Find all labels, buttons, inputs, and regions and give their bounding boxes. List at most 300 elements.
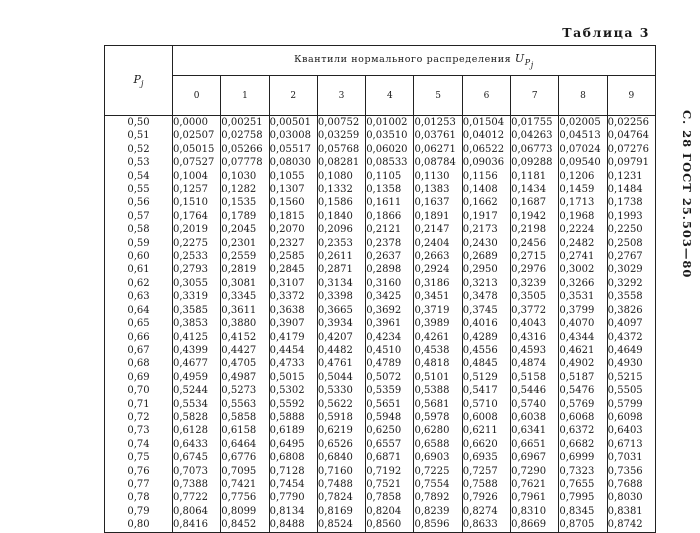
table-cell: 0,3799 <box>559 304 607 317</box>
row-header-subscript: j <box>140 79 144 89</box>
table-cell: 0,6903 <box>414 451 462 464</box>
table-cell: 0,6158 <box>221 424 269 437</box>
table-cell: 0,7388 <box>173 478 221 491</box>
column-header-7: 7 <box>511 76 559 116</box>
group-header <box>173 46 656 76</box>
table-cell: 0,4959 <box>173 371 221 384</box>
table-cell: 0,09540 <box>559 156 607 169</box>
table-cell: 0,7892 <box>414 491 462 504</box>
row-p-value: 0,76 <box>105 465 173 478</box>
table-cell: 0,00752 <box>317 116 365 130</box>
table-cell: 0,8742 <box>607 518 655 532</box>
row-p-value: 0,65 <box>105 317 173 330</box>
table-cell: 0,2096 <box>317 223 365 236</box>
table-cell: 0,7073 <box>173 465 221 478</box>
table-cell: 0,4845 <box>462 357 510 370</box>
table-cell: 0,5446 <box>511 384 559 397</box>
page-content <box>104 45 656 533</box>
row-p-value: 0,79 <box>105 505 173 518</box>
table-cell: 0,1383 <box>414 183 462 196</box>
table-cell: 0,6008 <box>462 411 510 424</box>
table-cell: 0,5948 <box>366 411 414 424</box>
table-cell: 0,1993 <box>607 210 655 223</box>
table-cell: 0,1866 <box>366 210 414 223</box>
row-p-value: 0,80 <box>105 518 173 532</box>
table-cell: 0,6211 <box>462 424 510 437</box>
table-cell: 0,06271 <box>414 143 462 156</box>
table-cell: 0,1004 <box>173 170 221 183</box>
table-cell: 0,1891 <box>414 210 462 223</box>
table-cell: 0,01253 <box>414 116 462 130</box>
table-cell: 0,3451 <box>414 290 462 303</box>
table-cell: 0,1181 <box>511 170 559 183</box>
table-cell: 0,5505 <box>607 384 655 397</box>
table-row <box>105 451 656 464</box>
column-header-2: 2 <box>269 76 317 116</box>
table-cell: 0,4789 <box>366 357 414 370</box>
table-cell: 0,4874 <box>511 357 559 370</box>
table-cell: 0,7756 <box>221 491 269 504</box>
table-cell: 0,4179 <box>269 331 317 344</box>
table-cell: 0,5710 <box>462 398 510 411</box>
row-p-value: 0,64 <box>105 304 173 317</box>
table-cell: 0,8134 <box>269 505 317 518</box>
column-header-0: 0 <box>173 76 221 116</box>
table-cell: 0,1637 <box>414 196 462 209</box>
table-cell: 0,3478 <box>462 290 510 303</box>
table-cell: 0,8596 <box>414 518 462 532</box>
table-cell: 0,3934 <box>317 317 365 330</box>
row-p-value: 0,77 <box>105 478 173 491</box>
table-cell: 0,0000 <box>173 116 221 130</box>
table-cell: 0,3425 <box>366 290 414 303</box>
table-cell: 0,2663 <box>414 250 462 263</box>
table-cell: 0,6219 <box>317 424 365 437</box>
table-cell: 0,1968 <box>559 210 607 223</box>
group-header-symbol: U <box>514 51 525 65</box>
row-p-value: 0,70 <box>105 384 173 397</box>
table-cell: 0,03761 <box>414 129 462 142</box>
table-cell: 0,02005 <box>559 116 607 130</box>
table-row <box>105 290 656 303</box>
table-row <box>105 183 656 196</box>
table-cell: 0,6098 <box>607 411 655 424</box>
table-cell: 0,4987 <box>221 371 269 384</box>
table-cell: 0,8030 <box>607 491 655 504</box>
table-cell: 0,4454 <box>269 344 317 357</box>
table-cell: 0,05015 <box>173 143 221 156</box>
table-cell: 0,7225 <box>414 465 462 478</box>
row-p-value: 0,54 <box>105 170 173 183</box>
table-row <box>105 411 656 424</box>
table-cell: 0,1560 <box>269 196 317 209</box>
row-p-value: 0,52 <box>105 143 173 156</box>
table-cell: 0,4902 <box>559 357 607 370</box>
table-cell: 0,09288 <box>511 156 559 169</box>
column-header-4: 4 <box>366 76 414 116</box>
table-cell: 0,5359 <box>366 384 414 397</box>
table-cell: 0,5769 <box>559 398 607 411</box>
table-cell: 0,2950 <box>462 263 510 276</box>
table-cell: 0,2871 <box>317 263 365 276</box>
table-cell: 0,2353 <box>317 237 365 250</box>
table-cell: 0,1510 <box>173 196 221 209</box>
table-cell: 0,4761 <box>317 357 365 370</box>
table-cell: 0,4621 <box>559 344 607 357</box>
row-p-value: 0,74 <box>105 438 173 451</box>
table-cell: 0,5888 <box>269 411 317 424</box>
table-cell: 0,6495 <box>269 438 317 451</box>
table-cell: 0,6464 <box>221 438 269 451</box>
table-cell: 0,3398 <box>317 290 365 303</box>
table-cell: 0,4593 <box>511 344 559 357</box>
table-cell: 0,5015 <box>269 371 317 384</box>
table-cell: 0,3345 <box>221 290 269 303</box>
table-cell: 0,7790 <box>269 491 317 504</box>
row-p-value: 0,59 <box>105 237 173 250</box>
table-cell: 0,2793 <box>173 263 221 276</box>
table-cell: 0,6745 <box>173 451 221 464</box>
table-cell: 0,2430 <box>462 237 510 250</box>
table-cell: 0,8633 <box>462 518 510 532</box>
table-cell: 0,2147 <box>414 223 462 236</box>
table-cell: 0,1917 <box>462 210 510 223</box>
table-cell: 0,4677 <box>173 357 221 370</box>
table-cell: 0,8169 <box>317 505 365 518</box>
table-cell: 0,07778 <box>221 156 269 169</box>
table-cell: 0,01002 <box>366 116 414 130</box>
table-cell: 0,6713 <box>607 438 655 451</box>
table-cell: 0,3638 <box>269 304 317 317</box>
table-cell: 0,4234 <box>366 331 414 344</box>
table-cell: 0,05517 <box>269 143 317 156</box>
table-cell: 0,2637 <box>366 250 414 263</box>
row-header-symbol: P <box>133 72 141 86</box>
row-p-value: 0,60 <box>105 250 173 263</box>
table-row <box>105 518 656 532</box>
table-cell: 0,1231 <box>607 170 655 183</box>
table-cell: 0,03510 <box>366 129 414 142</box>
table-cell: 0,1840 <box>317 210 365 223</box>
table-cell: 0,8560 <box>366 518 414 532</box>
table-cell: 0,1586 <box>317 196 365 209</box>
table-cell: 0,3505 <box>511 290 559 303</box>
table-cell: 0,6776 <box>221 451 269 464</box>
table-cell: 0,2533 <box>173 250 221 263</box>
table-caption: Таблица 3 <box>562 25 650 40</box>
table-row <box>105 210 656 223</box>
table-cell: 0,04513 <box>559 129 607 142</box>
table-cell: 0,3160 <box>366 277 414 290</box>
table-row <box>105 478 656 491</box>
table-row <box>105 505 656 518</box>
table-cell: 0,7356 <box>607 465 655 478</box>
table-cell: 0,2845 <box>269 263 317 276</box>
table-cell: 0,2715 <box>511 250 559 263</box>
table-cell: 0,3611 <box>221 304 269 317</box>
table-cell: 0,4207 <box>317 331 365 344</box>
table-cell: 0,7655 <box>559 478 607 491</box>
table-row <box>105 438 656 451</box>
row-p-value: 0,68 <box>105 357 173 370</box>
table-cell: 0,5417 <box>462 384 510 397</box>
table-cell: 0,5828 <box>173 411 221 424</box>
table-cell: 0,3745 <box>462 304 510 317</box>
table-cell: 0,4016 <box>462 317 510 330</box>
table-cell: 0,6433 <box>173 438 221 451</box>
table-cell: 0,5918 <box>317 411 365 424</box>
table-cell: 0,1434 <box>511 183 559 196</box>
table-cell: 0,8345 <box>559 505 607 518</box>
table-cell: 0,2070 <box>269 223 317 236</box>
table-cell: 0,01755 <box>511 116 559 130</box>
table-cell: 0,3372 <box>269 290 317 303</box>
table-cell: 0,1307 <box>269 183 317 196</box>
table-cell: 0,7722 <box>173 491 221 504</box>
table-cell: 0,5563 <box>221 398 269 411</box>
table-row <box>105 424 656 437</box>
table-cell: 0,4538 <box>414 344 462 357</box>
table-row <box>105 277 656 290</box>
table-cell: 0,7488 <box>317 478 365 491</box>
table-cell: 0,2121 <box>366 223 414 236</box>
column-header-6: 6 <box>462 76 510 116</box>
table-cell: 0,1611 <box>366 196 414 209</box>
row-p-value: 0,75 <box>105 451 173 464</box>
table-cell: 0,06020 <box>366 143 414 156</box>
table-cell: 0,2019 <box>173 223 221 236</box>
table-cell: 0,5273 <box>221 384 269 397</box>
table-row <box>105 237 656 250</box>
table-cell: 0,2611 <box>317 250 365 263</box>
table-cell: 0,6871 <box>366 451 414 464</box>
table-cell: 0,2819 <box>221 263 269 276</box>
row-p-value: 0,69 <box>105 371 173 384</box>
table-cell: 0,1662 <box>462 196 510 209</box>
table-cell: 0,6967 <box>511 451 559 464</box>
table-cell: 0,8204 <box>366 505 414 518</box>
table-row <box>105 263 656 276</box>
row-p-value: 0,53 <box>105 156 173 169</box>
table-cell: 0,8381 <box>607 505 655 518</box>
table-cell: 0,8416 <box>173 518 221 532</box>
table-row <box>105 223 656 236</box>
table-cell: 0,3134 <box>317 277 365 290</box>
table-row <box>105 491 656 504</box>
group-header-subscript: P <box>524 57 531 67</box>
table-cell: 0,09791 <box>607 156 655 169</box>
table-cell: 0,04764 <box>607 129 655 142</box>
table-cell: 0,7128 <box>269 465 317 478</box>
table-cell: 0,6189 <box>269 424 317 437</box>
row-p-value: 0,57 <box>105 210 173 223</box>
table-cell: 0,1789 <box>221 210 269 223</box>
table-cell: 0,1030 <box>221 170 269 183</box>
table-cell: 0,4344 <box>559 331 607 344</box>
table-cell: 0,5858 <box>221 411 269 424</box>
table-cell: 0,7995 <box>559 491 607 504</box>
table-cell: 0,5158 <box>511 371 559 384</box>
table-cell: 0,5622 <box>317 398 365 411</box>
table-cell: 0,3585 <box>173 304 221 317</box>
table-body <box>105 116 656 533</box>
table-cell: 0,2224 <box>559 223 607 236</box>
table-row <box>105 331 656 344</box>
table-cell: 0,6999 <box>559 451 607 464</box>
table-cell: 0,3239 <box>511 277 559 290</box>
table-cell: 0,3772 <box>511 304 559 317</box>
table-cell: 0,7192 <box>366 465 414 478</box>
row-p-value: 0,72 <box>105 411 173 424</box>
table-cell: 0,5330 <box>317 384 365 397</box>
table-cell: 0,1080 <box>317 170 365 183</box>
table-cell: 0,05266 <box>221 143 269 156</box>
table-cell: 0,4930 <box>607 357 655 370</box>
table-cell: 0,4556 <box>462 344 510 357</box>
table-cell: 0,3719 <box>414 304 462 317</box>
table-cell: 0,03259 <box>317 129 365 142</box>
table-cell: 0,1156 <box>462 170 510 183</box>
table-cell: 0,2689 <box>462 250 510 263</box>
table-cell: 0,07527 <box>173 156 221 169</box>
table-cell: 0,8705 <box>559 518 607 532</box>
table-cell: 0,06522 <box>462 143 510 156</box>
table-row <box>105 371 656 384</box>
row-p-value: 0,63 <box>105 290 173 303</box>
table-cell: 0,5072 <box>366 371 414 384</box>
table-cell: 0,07276 <box>607 143 655 156</box>
table-cell: 0,3186 <box>414 277 462 290</box>
table-cell: 0,2045 <box>221 223 269 236</box>
row-p-value: 0,66 <box>105 331 173 344</box>
table-row <box>105 116 656 130</box>
table-cell: 0,7521 <box>366 478 414 491</box>
table-cell: 0,7421 <box>221 478 269 491</box>
table-cell: 0,5681 <box>414 398 462 411</box>
table-cell: 0,4152 <box>221 331 269 344</box>
document-running-header: С. 28 ГОСТ 25.503—80 <box>680 110 694 279</box>
table-cell: 0,3826 <box>607 304 655 317</box>
table-cell: 0,08533 <box>366 156 414 169</box>
table-cell: 0,8488 <box>269 518 317 532</box>
table-cell: 0,3002 <box>559 263 607 276</box>
table-cell: 0,01504 <box>462 116 510 130</box>
table-cell: 0,2404 <box>414 237 462 250</box>
table-cell: 0,08030 <box>269 156 317 169</box>
table-cell: 0,4289 <box>462 331 510 344</box>
table-row <box>105 384 656 397</box>
table-cell: 0,09036 <box>462 156 510 169</box>
table-cell: 0,6620 <box>462 438 510 451</box>
table-cell: 0,8452 <box>221 518 269 532</box>
table-cell: 0,2378 <box>366 237 414 250</box>
table-cell: 0,7824 <box>317 491 365 504</box>
table-cell: 0,3907 <box>269 317 317 330</box>
table-cell: 0,3292 <box>607 277 655 290</box>
table-cell: 0,00501 <box>269 116 317 130</box>
table-cell: 0,7031 <box>607 451 655 464</box>
table-cell: 0,1713 <box>559 196 607 209</box>
table-cell: 0,5101 <box>414 371 462 384</box>
table-cell: 0,8274 <box>462 505 510 518</box>
table-cell: 0,2275 <box>173 237 221 250</box>
table-row <box>105 317 656 330</box>
table-cell: 0,7095 <box>221 465 269 478</box>
table-cell: 0,5534 <box>173 398 221 411</box>
table-cell: 0,03008 <box>269 129 317 142</box>
table-cell: 0,3266 <box>559 277 607 290</box>
table-cell: 0,1459 <box>559 183 607 196</box>
table-cell: 0,4733 <box>269 357 317 370</box>
table-cell: 0,2456 <box>511 237 559 250</box>
table-cell: 0,1764 <box>173 210 221 223</box>
table-cell: 0,8064 <box>173 505 221 518</box>
table-cell: 0,2898 <box>366 263 414 276</box>
table-cell: 0,3853 <box>173 317 221 330</box>
table-cell: 0,00251 <box>221 116 269 130</box>
table-cell: 0,08784 <box>414 156 462 169</box>
table-cell: 0,2482 <box>559 237 607 250</box>
table-cell: 0,6250 <box>366 424 414 437</box>
table-cell: 0,7554 <box>414 478 462 491</box>
table-cell: 0,1332 <box>317 183 365 196</box>
column-header-1: 1 <box>221 76 269 116</box>
table-cell: 0,1206 <box>559 170 607 183</box>
table-cell: 0,3989 <box>414 317 462 330</box>
table-cell: 0,3213 <box>462 277 510 290</box>
table-cell: 0,5740 <box>511 398 559 411</box>
table-cell: 0,5592 <box>269 398 317 411</box>
table-cell: 0,3692 <box>366 304 414 317</box>
table-row <box>105 156 656 169</box>
table-cell: 0,4705 <box>221 357 269 370</box>
table-cell: 0,7688 <box>607 478 655 491</box>
table-cell: 0,2198 <box>511 223 559 236</box>
table-row <box>105 196 656 209</box>
table-row <box>105 129 656 142</box>
table-cell: 0,4261 <box>414 331 462 344</box>
table-cell: 0,1535 <box>221 196 269 209</box>
table-cell: 0,5302 <box>269 384 317 397</box>
table-cell: 0,7257 <box>462 465 510 478</box>
table-cell: 0,7961 <box>511 491 559 504</box>
table-cell: 0,3961 <box>366 317 414 330</box>
row-p-value: 0,78 <box>105 491 173 504</box>
table-cell: 0,2173 <box>462 223 510 236</box>
table-row <box>105 344 656 357</box>
table-cell: 0,3319 <box>173 290 221 303</box>
row-p-value: 0,51 <box>105 129 173 142</box>
table-cell: 0,5651 <box>366 398 414 411</box>
table-cell: 0,5044 <box>317 371 365 384</box>
table-cell: 0,1942 <box>511 210 559 223</box>
table-cell: 0,4125 <box>173 331 221 344</box>
table-cell: 0,3531 <box>559 290 607 303</box>
column-header-9: 9 <box>607 76 655 116</box>
table-cell: 0,5978 <box>414 411 462 424</box>
table-cell: 0,4399 <box>173 344 221 357</box>
table-cell: 0,02256 <box>607 116 655 130</box>
table-cell: 0,2976 <box>511 263 559 276</box>
table-cell: 0,1130 <box>414 170 462 183</box>
table-cell: 0,2250 <box>607 223 655 236</box>
table-cell: 0,4316 <box>511 331 559 344</box>
table-cell: 0,8099 <box>221 505 269 518</box>
table-cell: 0,6526 <box>317 438 365 451</box>
table-cell: 0,1815 <box>269 210 317 223</box>
table-cell: 0,7926 <box>462 491 510 504</box>
table-cell: 0,1105 <box>366 170 414 183</box>
